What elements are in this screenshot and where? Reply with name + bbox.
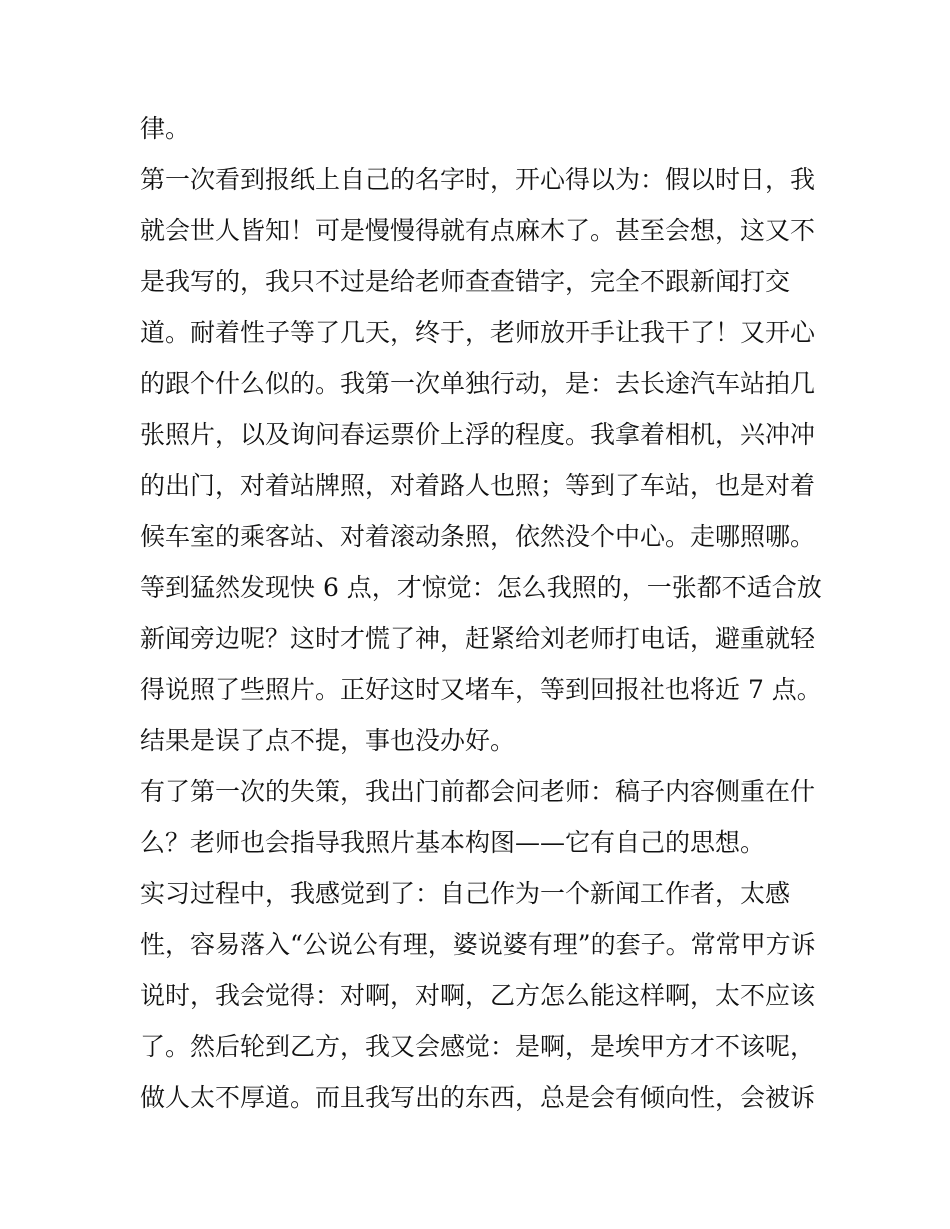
text-line: 律。: [140, 114, 191, 143]
text-line: 张照片，以及询问春运票价上浮的程度。我拿着相机，兴冲冲: [140, 420, 816, 449]
text-line: 有了第一次的失策，我出门前都会问老师：稿子内容侧重在什: [140, 777, 816, 806]
text-line: 说时，我会觉得：对啊，对啊，乙方怎么能这样啊，太不应该: [140, 981, 816, 1010]
text-line: 做人太不厚道。而且我写出的东西，总是会有倾向性，会被诉: [140, 1083, 816, 1112]
text-line: 得说照了些照片。正好这时又堵车，等到回报社也将近 7 点。: [140, 675, 822, 704]
text-line: 结果是误了点不提，事也没办好。: [140, 726, 516, 755]
text-line: 第一次看到报纸上自己的名字时，开心得以为：假以时日，我: [140, 165, 816, 194]
text-line: 的跟个什么似的。我第一次单独行动，是：去长途汽车站拍几: [140, 369, 816, 398]
text-line: 了。然后轮到乙方，我又会感觉：是啊，是埃甲方才不该呢，: [140, 1032, 816, 1061]
text-line: 等到猛然发现快 6 点，才惊觉：怎么我照的，一张都不适合放: [140, 573, 822, 602]
text-line: 就会世人皆知！可是慢慢得就有点麻木了。甚至会想，这又不: [140, 216, 816, 245]
text-line: 实习过程中，我感觉到了：自己作为一个新闻工作者，太感: [140, 879, 791, 908]
text-line: 道。耐着性子等了几天，终于，老师放开手让我干了！又开心: [140, 318, 816, 347]
text-line: 候车室的乘客站、对着滚动条照，依然没个中心。走哪照哪。: [140, 522, 816, 551]
text-line: 是我写的，我只不过是给老师查查错字，完全不跟新闻打交: [140, 267, 791, 296]
body-text: [140, 103, 820, 1123]
text-line: 么？老师也会指导我照片基本构图——它有自己的思想。: [140, 828, 766, 857]
text-line: 的出门，对着站牌照，对着路人也照；等到了车站，也是对着: [140, 471, 816, 500]
text-line: 新闻旁边呢？这时才慌了神，赶紧给刘老师打电话，避重就轻: [140, 624, 816, 653]
text-line: 性，容易落入“公说公有理，婆说婆有理”的套子。常常甲方诉: [140, 930, 816, 959]
